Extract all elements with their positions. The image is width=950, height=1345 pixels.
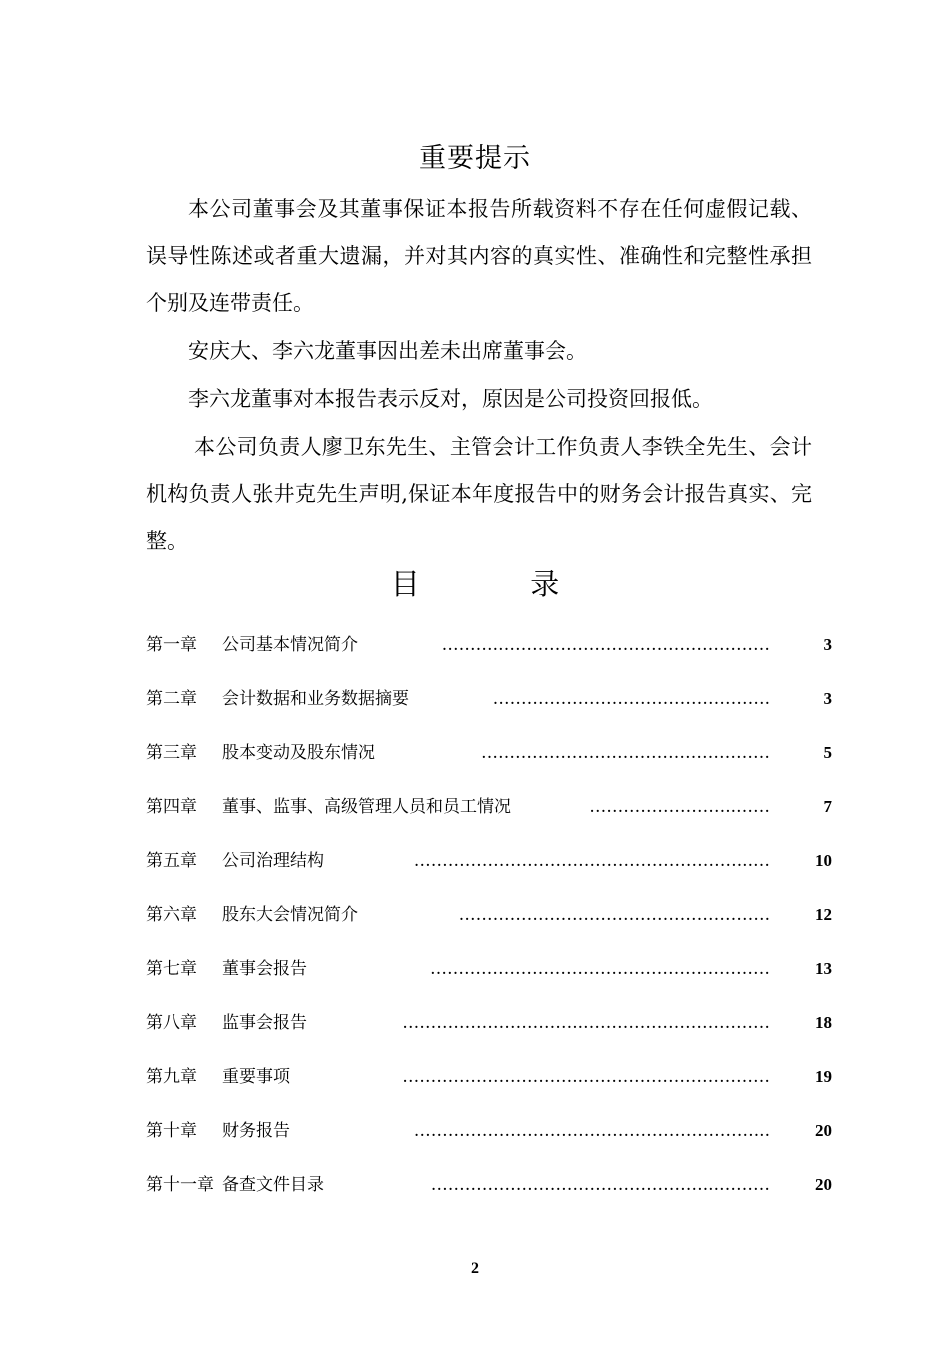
toc-chapter: 第二章 [146, 689, 197, 709]
absence-paragraph: 安庆大、李六龙董事因出差未出席董事会。 [188, 339, 587, 363]
toc-leader: ……………………………………………………... [413, 1121, 770, 1141]
toc-leader: …………………………………………………… [430, 959, 770, 979]
toc-chapter: 第三章 [146, 743, 197, 763]
toc-title [0, 562, 950, 603]
toc-chapter: 第七章 [146, 959, 197, 979]
toc-chapter: 第十一章 [146, 1175, 214, 1195]
toc-leader: ……….………………………………………… [441, 635, 770, 655]
toc-title-right: 录 [530, 567, 560, 601]
toc-name: 备查文件目录 [222, 1175, 324, 1195]
toc-leader: …………………………………………...……… [430, 1175, 770, 1195]
toc-leader: …………………………..…………………………… [402, 1013, 770, 1033]
toc-name: 会计数据和业务数据摘要 [222, 689, 409, 709]
toc-chapter: 第八章 [146, 1013, 197, 1033]
toc-page: 13 [815, 959, 832, 978]
toc-name: 监事会报告 [222, 1013, 307, 1033]
toc-entry[interactable] [146, 684, 832, 714]
toc-chapter: 第六章 [146, 905, 197, 925]
toc-page: 19 [815, 1067, 832, 1086]
toc-name: 董事、监事、高级管理人员和员工情况 [222, 797, 511, 817]
toc-entry[interactable] [146, 954, 832, 984]
toc-chapter: 第一章 [146, 635, 197, 655]
toc-entry[interactable] [146, 1116, 832, 1146]
statement-paragraph: 本公司董事会及其董事保证本报告所载资料不存在任何虚假记载、误导性陈述或者重大遗漏，并对其内容的真实性、准确性和完整性承担个别及连带责任。 [146, 197, 812, 315]
toc-name: 公司治理结构 [222, 851, 324, 871]
toc-name: 财务报告 [222, 1121, 290, 1141]
page-number: 2 [471, 1260, 479, 1277]
toc-entry[interactable] [146, 738, 832, 768]
toc-leader: ……………………..…… [589, 797, 770, 817]
page-heading: 重要提示 [419, 143, 531, 174]
toc-entry[interactable] [146, 1062, 832, 1092]
toc-page: 18 [815, 1013, 832, 1032]
toc-page: 7 [823, 797, 832, 816]
toc-page: 20 [815, 1175, 832, 1194]
toc-leader: ………………………………………………. [458, 905, 770, 925]
toc-entry[interactable] [146, 1008, 832, 1038]
toc-entry[interactable] [146, 630, 832, 660]
toc-name: 重要事项 [222, 1067, 290, 1087]
toc-chapter: 第四章 [146, 797, 197, 817]
declaration-paragraph: 本公司负责人廖卫东先生、主管会计工作负责人李铁全先生、会计机构负责人张井克先生声明,保证本年度报告中的财务会计报告真实、完整。 [146, 435, 812, 553]
toc-chapter: 第五章 [146, 851, 197, 871]
toc-leader: …………………………………………………...… [413, 851, 770, 871]
toc-entry[interactable] [146, 1170, 832, 1200]
toc-page: 10 [815, 851, 832, 870]
toc-name: 董事会报告 [222, 959, 307, 979]
toc-page: 12 [815, 905, 832, 924]
toc-leader: …………………………………………. [492, 689, 770, 709]
toc-entry[interactable] [146, 792, 832, 822]
toc-page: 5 [823, 743, 832, 762]
toc-title-left: 目 [390, 567, 420, 601]
toc-name: 公司基本情况简介 [222, 635, 358, 655]
objection-paragraph: 李六龙董事对本报告表示反对，原因是公司投资回报低。 [188, 387, 713, 411]
toc-entry[interactable] [146, 846, 832, 876]
toc-chapter: 第九章 [146, 1067, 197, 1087]
toc-page: 3 [823, 635, 832, 654]
toc-page: 20 [815, 1121, 832, 1140]
toc-page: 3 [823, 689, 832, 708]
toc-name: 股东大会情况简介 [222, 905, 358, 925]
toc-entry[interactable] [146, 900, 832, 930]
toc-leader: …………………………………………… [481, 743, 770, 763]
toc-name: 股本变动及股东情况 [222, 743, 375, 763]
toc-leader: …………………………..…………………………… [402, 1067, 770, 1087]
toc-chapter: 第十章 [146, 1121, 197, 1141]
